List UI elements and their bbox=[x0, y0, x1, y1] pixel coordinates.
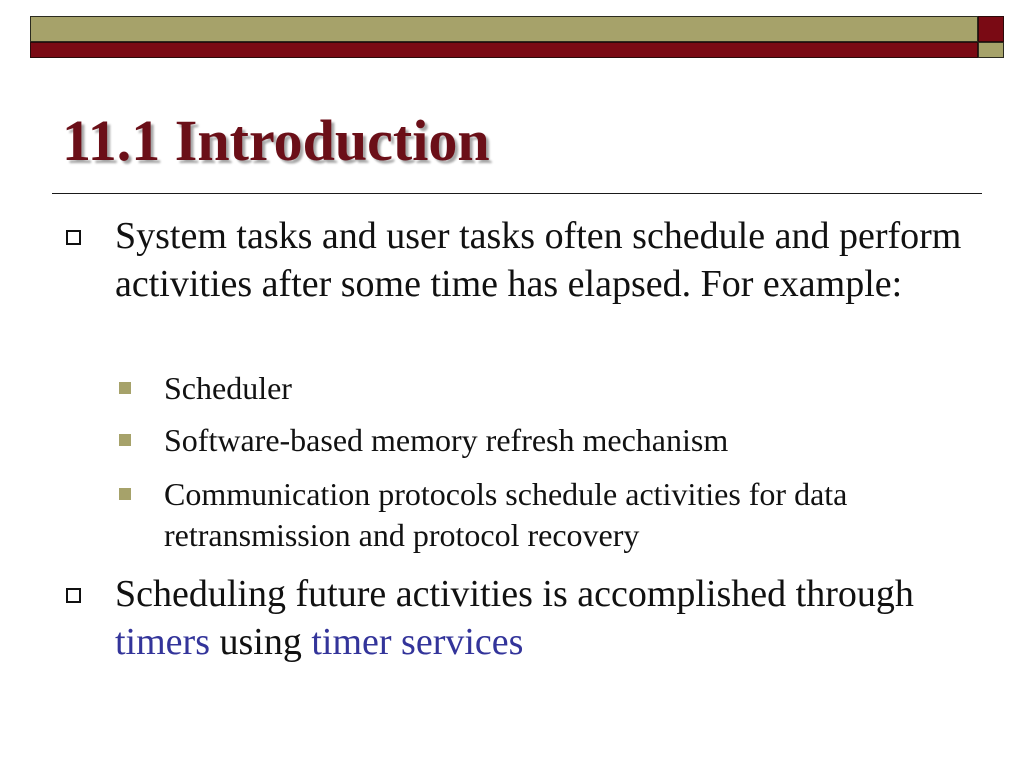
timers-link[interactable]: timers bbox=[115, 621, 210, 663]
sub-bullet-item-3 bbox=[164, 474, 964, 556]
header-square-maroon bbox=[978, 16, 1004, 42]
filled-square-bullet-icon bbox=[119, 434, 131, 446]
sub-bullet-text-3: Communication protocols schedule activities for data retransmission and protocol recovery bbox=[164, 476, 848, 553]
sub-bullet-text-1: Scheduler bbox=[164, 370, 292, 406]
header-bar-olive bbox=[30, 16, 978, 42]
slide-title: 11.1 Introduction bbox=[62, 108, 490, 173]
sub-bullet-item-1 bbox=[164, 368, 964, 409]
bullet-text-2-start: Scheduling future activities is accomplished through bbox=[115, 573, 914, 615]
bullet-item-1 bbox=[115, 212, 975, 308]
bullet-item-2 bbox=[115, 570, 975, 666]
filled-square-bullet-icon bbox=[119, 488, 131, 500]
hollow-square-bullet-icon bbox=[66, 588, 81, 603]
title-divider bbox=[52, 193, 982, 194]
filled-square-bullet-icon bbox=[119, 382, 131, 394]
hollow-square-bullet-icon bbox=[66, 230, 81, 245]
bullet-text-2-middle: using bbox=[219, 621, 302, 663]
timer-services-link[interactable]: timer services bbox=[311, 621, 524, 663]
header-bar-maroon bbox=[30, 42, 978, 58]
sub-bullet-text-2: Software-based memory refresh mechanism bbox=[164, 422, 729, 458]
header-square-olive bbox=[978, 42, 1004, 58]
bullet-text-1: System tasks and user tasks often schedule and perform activities after some time has elapsed. For example: bbox=[115, 215, 962, 305]
sub-bullet-item-2 bbox=[164, 420, 964, 461]
